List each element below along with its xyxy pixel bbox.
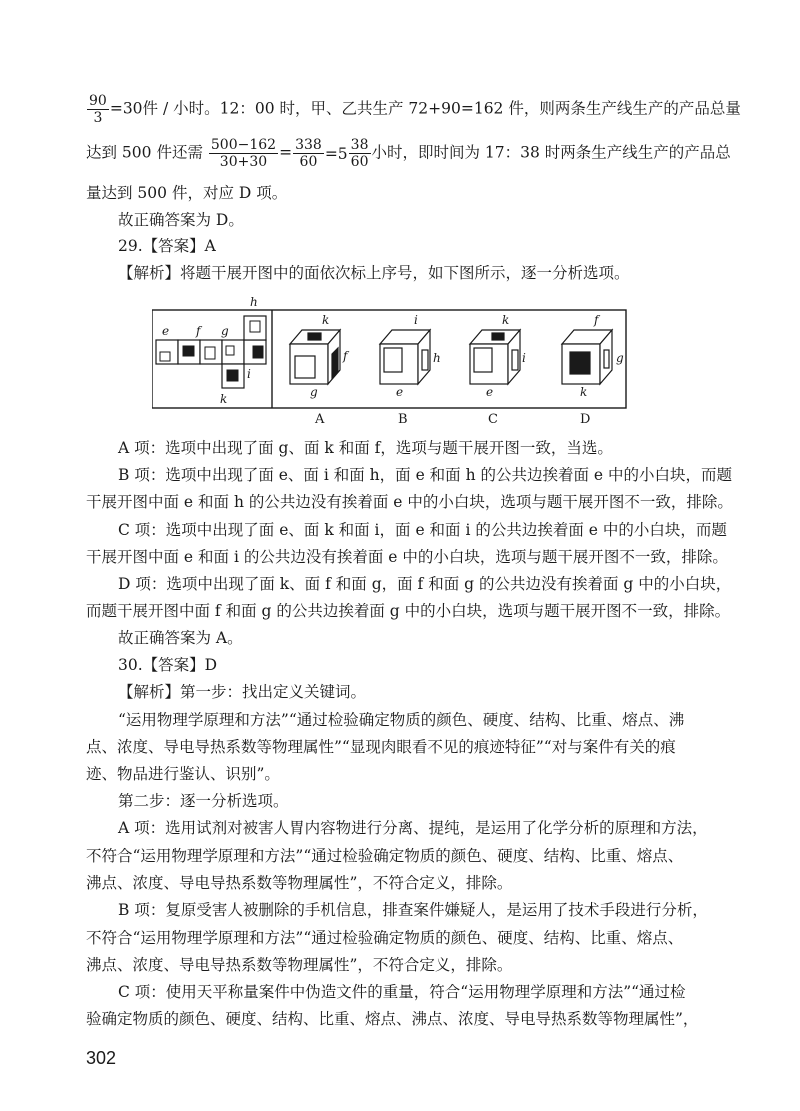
cube-net-figure	[152, 296, 632, 431]
q29-option-c-line2: 干展开图中面 e 和面 i 的公共边没有挨着面 e 中的小白块，选项与题干展开图不一致，排除。	[86, 548, 728, 566]
cube-C	[470, 330, 520, 384]
q29-option-d-line1: D 项：选项中出现了面 k、面 f 和面 g，面 f 和面 g 的公共边没有挨着面 g 中的小白块，	[118, 575, 732, 593]
cube-C-front-label: e	[486, 385, 494, 399]
page-number: 302	[86, 1048, 117, 1068]
label-h: h	[250, 296, 258, 309]
q28-line-2: 达到 500 件还需 $\frac{500-162}{30+30}$ = $\frac{338}{60}$ =5 $\frac{38}{60}$ 小时，即时间为 17：38 时两条生产线生产的产品总	[86, 137, 731, 170]
label-f: f	[196, 324, 201, 338]
q28-line-3: 量达到 500 件，对应 D 项。	[86, 184, 288, 202]
q29-option-b-line2: 干展开图中面 e 和面 h 的公共边没有挨着面 e 中的小白块，选项与题干展开图不一致，排除。	[86, 493, 733, 511]
cube-A-top-label: k	[322, 313, 330, 327]
q30-keywords-line1: “运用物理学原理和方法”“通过检验确定物质的颜色、硬度、结构、比重、熔点、沸	[118, 711, 685, 729]
option-A-label: A	[315, 412, 325, 427]
fraction-90-over-3: $\frac{90}{3}$	[89, 93, 107, 126]
q29-analysis-intro: 【解析】将题干展开图中的面依次标上序号，如下图所示，逐一分析选项。	[118, 264, 630, 282]
option-D-label: D	[580, 412, 591, 427]
q29-option-d-line2: 而题干展开图中面 f 和面 g 的公共边挨着面 g 中的小白块，选项与题干展开图不一致，排除。	[86, 602, 731, 620]
cube-B-top-label: i	[414, 313, 418, 327]
cube-A-side-label: f	[343, 349, 348, 363]
cube-D	[562, 330, 612, 384]
label-i: i	[247, 367, 251, 381]
cube-C-top-label: k	[502, 313, 510, 327]
q30-step2: 第二步：逐一分析选项。	[118, 792, 289, 810]
q30-option-a-line3: 沸点、浓度、导电导热系数等物理属性”，不符合定义，排除。	[86, 874, 513, 892]
cube-D-side-label: g	[616, 351, 624, 365]
fraction-338-over-60: $\frac{338}{60}$	[295, 137, 322, 170]
fraction-remaining-over-rate: $\frac{500-162}{30+30}$	[210, 137, 277, 170]
cube-C-side-label: i	[522, 351, 526, 365]
cube-D-front-label: k	[580, 385, 588, 399]
q30-keywords-line3: 迹、物品进行鉴认、识别”。	[86, 765, 280, 783]
q30-option-a-line2: 不符合“运用物理学原理和方法”“通过检验确定物质的颜色、硬度、结构、比重、熔点、	[86, 847, 684, 865]
q29-answer: 29.【答案】A	[118, 237, 216, 255]
cube-A-front-label: g	[310, 385, 318, 399]
q30-answer: 30.【答案】D	[118, 656, 218, 674]
cube-A	[290, 330, 340, 384]
q30-option-c-line1: C 项：使用天平称量案件中伪造文件的重量，符合“运用物理学原理和方法”“通过检	[118, 983, 686, 1001]
option-C-label: C	[488, 412, 498, 427]
label-e: e	[162, 324, 170, 338]
q30-keywords-line2: 点、浓度、导电导热系数等物理属性”“显现肉眼看不见的痕迹特征”“对与案件有关的痕	[86, 738, 676, 756]
cube-B-front-label: e	[396, 385, 404, 399]
q29-conclusion: 故正确答案为 A。	[118, 629, 243, 647]
cube-D-top-label: f	[594, 313, 599, 327]
cube-B	[380, 330, 430, 384]
label-g: g	[221, 324, 229, 338]
q30-option-a-line1: A 项：选用试剂对被害人胃内容物进行分离、提纯，是运用了化学分析的原理和方法，	[118, 819, 708, 837]
mixed-number: =5 $\frac{38}{60}$	[324, 137, 369, 170]
q29-option-b-line1: B 项：选项中出现了面 e、面 i 和面 h，面 e 和面 h 的公共边挨着面 e 中的小白块，而题	[118, 466, 733, 484]
q30-option-b-line1: B 项：复原受害人被删除的手机信息，排查案件嫌疑人，是运用了技术手段进行分析，	[118, 901, 708, 919]
label-k: k	[220, 392, 228, 406]
q30-step1: 【解析】第一步：找出定义关键词。	[118, 683, 367, 701]
q28-line-1: $\frac{90}{3}$ =30件 / 小时。12：00 时，甲、乙共生产 72+90=162 件，则两条生产线生产的产品总量	[89, 93, 741, 126]
q30-option-c-line2: 验确定物质的颜色、硬度、结构、比重、熔点、沸点、浓度、导电导热系数等物理属性”，	[86, 1010, 699, 1028]
q30-option-b-line3: 沸点、浓度、导电导热系数等物理属性”，不符合定义，排除。	[86, 956, 513, 974]
q30-option-b-line2: 不符合“运用物理学原理和方法”“通过检验确定物质的颜色、硬度、结构、比重、熔点、	[86, 929, 684, 947]
q28-conclusion: 故正确答案为 D。	[118, 211, 244, 229]
cube-B-side-label: h	[433, 351, 441, 365]
q29-option-a: A 项：选项中出现了面 g、面 k 和面 f，选项与题干展开图一致，当选。	[118, 439, 613, 457]
q29-option-c-line1: C 项：选项中出现了面 e、面 k 和面 i，面 e 和面 i 的公共边挨着面 e 中的小白块，而题	[118, 521, 727, 539]
option-B-label: B	[398, 412, 408, 427]
